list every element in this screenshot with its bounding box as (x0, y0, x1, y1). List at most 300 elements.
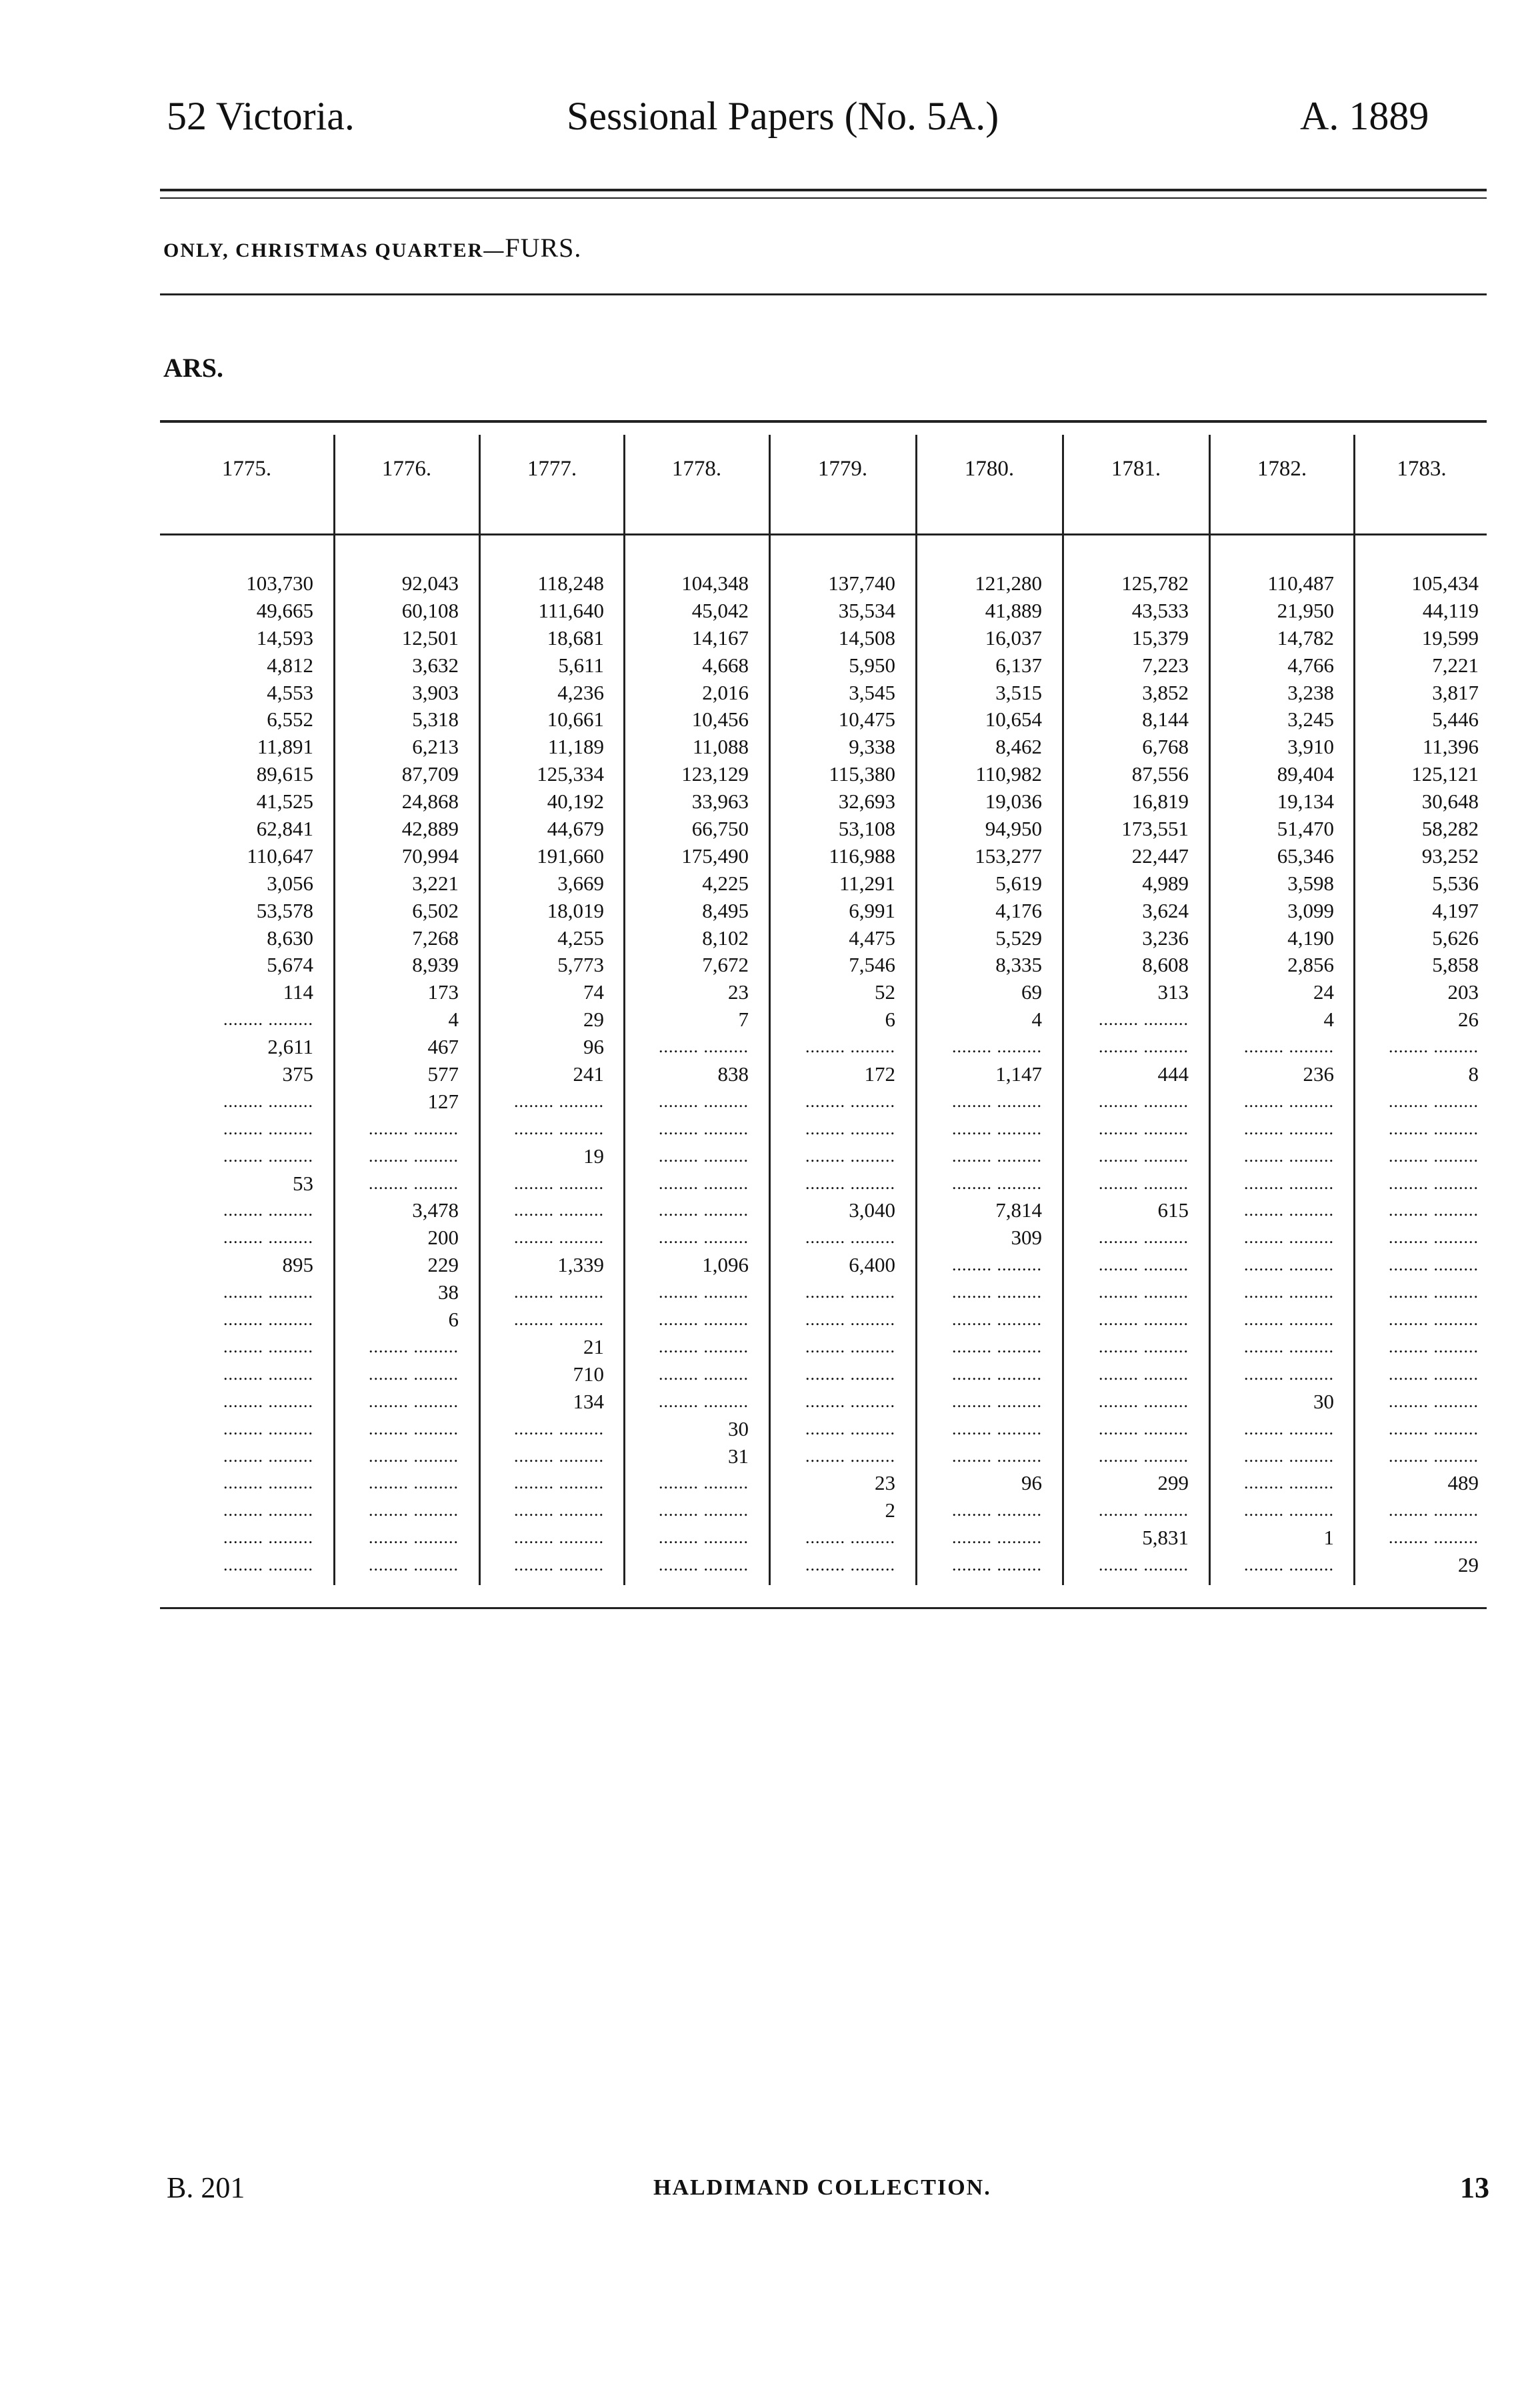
table-cell-leader-dots: ........ ......... (369, 1446, 459, 1466)
table-cell-leader-dots: ........ ......... (1099, 1336, 1189, 1356)
table-cell: 489 (1447, 1471, 1479, 1495)
table-cell-leader-dots: ........ ......... (514, 1173, 604, 1193)
table-cell-leader-dots: ........ ......... (369, 1118, 459, 1138)
table-cell-leader-dots: ........ ......... (223, 1500, 313, 1520)
table-cell: 137,740 (828, 571, 895, 595)
table-cell: 29 (583, 1008, 604, 1032)
data-column-1776 (339, 570, 459, 1579)
table-cell: 6,213 (412, 735, 459, 759)
table-cell-leader-dots: ........ ......... (659, 1500, 749, 1520)
table-cell: 125,334 (537, 762, 604, 786)
table-cell: 229 (427, 1253, 459, 1277)
table-cell-leader-dots: ........ ......... (223, 1118, 313, 1138)
table-cell-leader-dots: ........ ......... (952, 1418, 1042, 1438)
table-cell: 114 (283, 980, 313, 1004)
header-session: 52 Victoria. (167, 94, 355, 138)
table-cell-leader-dots: ........ ......... (1244, 1473, 1334, 1493)
table-cell: 2,611 (267, 1035, 313, 1059)
data-column-1783 (1359, 570, 1479, 1579)
table-cell: 26 (1458, 1008, 1479, 1032)
table-cell: 41,525 (256, 790, 313, 814)
table-cell: 375 (282, 1062, 313, 1086)
table-cell: 21 (583, 1334, 604, 1358)
table-cell: 5,950 (849, 653, 895, 677)
table-cell: 5,858 (1432, 953, 1479, 977)
table-cell: 51,470 (1277, 817, 1334, 841)
table-cell-leader-dots: ........ ......... (952, 1336, 1042, 1356)
table-cell: 14,782 (1277, 626, 1334, 650)
table-cell: 3,598 (1287, 871, 1334, 895)
table-cell: 3,632 (412, 653, 459, 677)
table-cell: 7,814 (995, 1198, 1042, 1222)
table-cell: 49,665 (256, 598, 313, 622)
table-cell-leader-dots: ........ ......... (1244, 1037, 1334, 1057)
table-cell: 33,963 (691, 790, 749, 814)
table-cell-leader-dots: ........ ......... (369, 1146, 459, 1166)
table-cell: 58,282 (1421, 817, 1479, 841)
table-cell-leader-dots: ........ ......... (1389, 1500, 1479, 1520)
table-cell-leader-dots: ........ ......... (805, 1037, 895, 1057)
data-column-1778 (629, 570, 749, 1579)
table-cell-leader-dots: ........ ......... (1099, 1391, 1189, 1411)
table-cell: 577 (427, 1062, 459, 1086)
table-cell: 87,709 (401, 762, 459, 786)
table-cell-leader-dots: ........ ......... (223, 1336, 313, 1356)
table-cell: 15,379 (1131, 626, 1189, 650)
table-cell-leader-dots: ........ ......... (952, 1555, 1042, 1575)
table-cell: 2,016 (702, 680, 749, 704)
table-cell: 8,939 (412, 953, 459, 977)
table-cell-leader-dots: ........ ......... (805, 1310, 895, 1330)
table-cell-leader-dots: ........ ......... (1389, 1282, 1479, 1302)
table-cell: 110,487 (1267, 571, 1334, 595)
header-rule-top (160, 189, 1487, 191)
table-cell-leader-dots: ........ ......... (805, 1446, 895, 1466)
table-cell: 16,037 (985, 626, 1042, 650)
table-cell-leader-dots: ........ ......... (1244, 1500, 1334, 1520)
table-cell: 94,950 (985, 817, 1042, 841)
table-cell: 7 (738, 1008, 749, 1032)
table-cell: 10,654 (985, 708, 1042, 732)
table-cell-leader-dots: ........ ......... (514, 1118, 604, 1138)
table-cell-leader-dots: ........ ......... (1099, 1173, 1189, 1193)
table-cell: 5,626 (1432, 926, 1479, 950)
table-cell: 21,950 (1277, 598, 1334, 622)
table-cell-leader-dots: ........ ......... (1389, 1200, 1479, 1220)
table-cell: 7,223 (1142, 653, 1189, 677)
table-cell: 3,236 (1142, 926, 1189, 950)
data-column-1779 (774, 570, 895, 1579)
table-cell-leader-dots: ........ ......... (659, 1037, 749, 1057)
table-top-rule (160, 420, 1487, 423)
table-cell: 3,817 (1432, 680, 1479, 704)
table-cell-leader-dots: ........ ......... (805, 1391, 895, 1411)
table-cell: 125,121 (1411, 762, 1479, 786)
table-cell-leader-dots: ........ ......... (223, 1091, 313, 1111)
table-cell: 111,640 (538, 598, 604, 622)
table-cell: 444 (1157, 1062, 1189, 1086)
table-cell: 14,593 (256, 626, 313, 650)
table-cell: 4,176 (995, 898, 1042, 922)
table-cell-leader-dots: ........ ......... (223, 1391, 313, 1411)
table-cell-leader-dots: ........ ......... (369, 1364, 459, 1384)
table-cell: 118,248 (537, 571, 604, 595)
table-cell: 23 (875, 1471, 895, 1495)
table-cell: 3,238 (1287, 680, 1334, 704)
table-cell-leader-dots: ........ ......... (659, 1228, 749, 1248)
table-cell: 175,490 (681, 844, 749, 868)
table-cell: 3,669 (557, 871, 604, 895)
column-divider (623, 435, 625, 1585)
table-cell: 5,446 (1432, 708, 1479, 732)
table-cell: 18,019 (547, 898, 604, 922)
table-cell: 6,552 (267, 708, 313, 732)
table-cell-leader-dots: ........ ......... (1244, 1118, 1334, 1138)
table-cell: 53 (293, 1171, 313, 1195)
table-cell: 173 (427, 980, 459, 1004)
table-cell: 2,856 (1287, 953, 1334, 977)
table-cell: 5,619 (995, 871, 1042, 895)
table-cell: 24,868 (401, 790, 459, 814)
table-cell: 53,108 (838, 817, 895, 841)
table-cell-leader-dots: ........ ......... (659, 1091, 749, 1111)
table-cell: 89,615 (256, 762, 313, 786)
column-divider (769, 435, 771, 1585)
table-cell-leader-dots: ........ ......... (223, 1418, 313, 1438)
table-cell-leader-dots: ........ ......... (805, 1528, 895, 1548)
table-cell-leader-dots: ........ ......... (223, 1228, 313, 1248)
table-cell-leader-dots: ........ ......... (1389, 1091, 1479, 1111)
table-cell: 11,088 (692, 735, 749, 759)
table-cell-leader-dots: ........ ......... (1389, 1255, 1479, 1275)
table-cell: 24 (1313, 980, 1334, 1004)
table-cell-leader-dots: ........ ......... (514, 1228, 604, 1248)
table-cell-leader-dots: ........ ......... (1099, 1255, 1189, 1275)
table-cell-leader-dots: ........ ......... (514, 1200, 604, 1220)
table-cell-leader-dots: ........ ......... (1099, 1446, 1189, 1466)
table-cell-leader-dots: ........ ......... (1099, 1037, 1189, 1057)
table-cell-leader-dots: ........ ......... (659, 1146, 749, 1166)
table-cell: 19,036 (985, 790, 1042, 814)
table-cell-leader-dots: ........ ......... (1099, 1228, 1189, 1248)
table-cell: 299 (1157, 1471, 1189, 1495)
table-cell: 14,508 (838, 626, 895, 650)
table-cell: 200 (427, 1226, 459, 1250)
table-cell: 44,679 (547, 817, 604, 841)
table-cell: 172 (864, 1062, 895, 1086)
table-cell-leader-dots: ........ ......... (514, 1500, 604, 1520)
table-cell-leader-dots: ........ ......... (223, 1200, 313, 1220)
table-cell-leader-dots: ........ ......... (223, 1446, 313, 1466)
table-cell: 123,129 (681, 762, 749, 786)
table-cell: 8,495 (702, 898, 749, 922)
column-header-1778: 1778. (671, 457, 722, 481)
table-cell: 4,197 (1432, 898, 1479, 922)
table-cell-leader-dots: ........ ......... (952, 1255, 1042, 1275)
table-cell-leader-dots: ........ ......... (514, 1310, 604, 1330)
table-cell-leader-dots: ........ ......... (1389, 1037, 1479, 1057)
table-cell-leader-dots: ........ ......... (805, 1228, 895, 1248)
table-cell-leader-dots: ........ ......... (952, 1528, 1042, 1548)
table-cell: 3,903 (412, 680, 459, 704)
table-cell: 23 (728, 980, 749, 1004)
table-cell: 7,221 (1432, 653, 1479, 677)
table-cell-leader-dots: ........ ......... (1099, 1010, 1189, 1030)
table-cell: 30 (1313, 1389, 1334, 1413)
table-cell-leader-dots: ........ ......... (805, 1091, 895, 1111)
table-cell-leader-dots: ........ ......... (369, 1555, 459, 1575)
table-cell: 9,338 (849, 735, 895, 759)
column-header-1781: 1781. (1111, 457, 1161, 481)
table-cell-leader-dots: ........ ......... (223, 1282, 313, 1302)
table-cell: 1,096 (702, 1253, 749, 1277)
table-cell: 105,434 (1411, 571, 1479, 595)
table-cell: 11,396 (1422, 735, 1479, 759)
table-cell-leader-dots: ........ ......... (1389, 1310, 1479, 1330)
table-cell-leader-dots: ........ ......... (1099, 1146, 1189, 1166)
column-header-1782: 1782. (1257, 457, 1307, 481)
table-cell: 7,546 (849, 953, 895, 977)
table-cell-leader-dots: ........ ......... (1389, 1391, 1479, 1411)
table-cell-leader-dots: ........ ......... (952, 1500, 1042, 1520)
table-cell-leader-dots: ........ ......... (1244, 1146, 1334, 1166)
table-cell: 8,144 (1142, 708, 1189, 732)
table-cell: 4,553 (267, 680, 313, 704)
footer-reference: B. 201 (167, 2171, 245, 2204)
table-cell: 615 (1157, 1198, 1189, 1222)
table-cell: 1,147 (995, 1062, 1042, 1086)
table-cell: 191,660 (537, 844, 604, 868)
table-cell-leader-dots: ........ ......... (1099, 1500, 1189, 1520)
table-cell: 6,502 (412, 898, 459, 922)
section-label: ARS. (163, 353, 224, 383)
table-cell-leader-dots: ........ ......... (1389, 1146, 1479, 1166)
table-cell-leader-dots: ........ ......... (805, 1336, 895, 1356)
column-divider (1062, 435, 1064, 1585)
table-cell: 45,042 (691, 598, 749, 622)
column-header-1776: 1776. (381, 457, 432, 481)
table-cell-leader-dots: ........ ......... (805, 1173, 895, 1193)
table-cell-leader-dots: ........ ......... (223, 1146, 313, 1166)
table-cell: 53,578 (256, 898, 313, 922)
table-cell: 74 (583, 980, 604, 1004)
table-cell: 116,988 (829, 844, 895, 868)
table-cell: 10,475 (838, 708, 895, 732)
table-cell-leader-dots: ........ ......... (659, 1310, 749, 1330)
table-cell-leader-dots: ........ ......... (952, 1282, 1042, 1302)
table-cell: 710 (573, 1362, 604, 1386)
table-cell-leader-dots: ........ ......... (514, 1282, 604, 1302)
table-cell: 4,475 (849, 926, 895, 950)
table-cell-leader-dots: ........ ......... (1389, 1118, 1479, 1138)
table-cell-leader-dots: ........ ......... (1244, 1446, 1334, 1466)
table-cell-leader-dots: ........ ......... (223, 1364, 313, 1384)
table-cell-leader-dots: ........ ......... (514, 1446, 604, 1466)
column-divider (1209, 435, 1211, 1585)
table-cell: 8,630 (267, 926, 313, 950)
table-cell: 11,189 (547, 735, 604, 759)
table-cell-leader-dots: ........ ......... (1244, 1418, 1334, 1438)
table-cell-leader-dots: ........ ......... (952, 1173, 1042, 1193)
subtitle-prefix: ONLY, CHRISTMAS QUARTER— (163, 239, 505, 261)
table-cell-leader-dots: ........ ......... (1389, 1173, 1479, 1193)
table-cell: 3,099 (1287, 898, 1334, 922)
table-cell: 467 (427, 1035, 459, 1059)
table-cell: 31 (728, 1444, 749, 1468)
table-cell: 5,318 (412, 708, 459, 732)
table-cell: 3,221 (412, 871, 459, 895)
table-cell: 6 (448, 1308, 459, 1332)
table-cell-leader-dots: ........ ......... (659, 1528, 749, 1548)
table-cell: 5,773 (557, 953, 604, 977)
table-cell: 125,782 (1121, 571, 1189, 595)
footer-collection: HALDIMAND COLLECTION. (653, 2175, 991, 2200)
table-cell-leader-dots: ........ ......... (1099, 1282, 1189, 1302)
table-cell: 4,255 (557, 926, 604, 950)
table-cell-leader-dots: ........ ......... (1099, 1310, 1189, 1330)
table-cell: 134 (573, 1389, 604, 1413)
table-cell: 115,380 (829, 762, 895, 786)
table-cell: 19,599 (1421, 626, 1479, 650)
table-cell-leader-dots: ........ ......... (369, 1418, 459, 1438)
table-cell-leader-dots: ........ ......... (659, 1555, 749, 1575)
table-cell-leader-dots: ........ ......... (1244, 1255, 1334, 1275)
table-cell: 5,536 (1432, 871, 1479, 895)
table-cell-leader-dots: ........ ......... (1099, 1364, 1189, 1384)
table-cell: 96 (1021, 1471, 1042, 1495)
table-cell: 3,056 (267, 871, 313, 895)
subtitle (163, 232, 581, 263)
table-cell: 11,891 (257, 735, 313, 759)
table-cell-leader-dots: ........ ......... (952, 1391, 1042, 1411)
table-cell-leader-dots: ........ ......... (952, 1146, 1042, 1166)
table-cell: 62,841 (256, 817, 313, 841)
table-cell: 19,134 (1277, 790, 1334, 814)
table-cell-leader-dots: ........ ......... (805, 1282, 895, 1302)
table-cell: 2 (885, 1498, 895, 1522)
table-cell-leader-dots: ........ ......... (952, 1091, 1042, 1111)
column-header-1780: 1780. (964, 457, 1015, 481)
table-cell: 127 (427, 1089, 459, 1113)
table-cell: 4,190 (1287, 926, 1334, 950)
table-cell-leader-dots: ........ ......... (1389, 1446, 1479, 1466)
table-cell-leader-dots: ........ ......... (659, 1282, 749, 1302)
table-cell-leader-dots: ........ ......... (514, 1528, 604, 1548)
table-cell: 66,750 (691, 817, 749, 841)
table-cell-leader-dots: ........ ......... (223, 1310, 313, 1330)
table-cell: 5,831 (1142, 1526, 1189, 1550)
table-cell: 203 (1447, 980, 1479, 1004)
data-column-1782 (1214, 570, 1334, 1579)
table-cell-leader-dots: ........ ......... (659, 1364, 749, 1384)
table-cell: 6,400 (849, 1253, 895, 1277)
table-cell-leader-dots: ........ ......... (1244, 1282, 1334, 1302)
table-cell-leader-dots: ........ ......... (659, 1118, 749, 1138)
table-cell: 4,989 (1142, 871, 1189, 895)
table-cell-leader-dots: ........ ......... (1389, 1418, 1479, 1438)
table-cell-leader-dots: ........ ......... (1244, 1228, 1334, 1248)
table-cell: 14,167 (691, 626, 749, 650)
column-header-1777: 1777. (527, 457, 577, 481)
table-cell: 96 (583, 1035, 604, 1059)
table-cell-leader-dots: ........ ......... (514, 1091, 604, 1111)
table-cell: 8,102 (702, 926, 749, 950)
table-cell: 7,268 (412, 926, 459, 950)
table-cell: 4 (1323, 1008, 1334, 1032)
table-cell: 4,225 (702, 871, 749, 895)
table-cell-leader-dots: ........ ......... (1244, 1091, 1334, 1111)
table-cell: 30 (728, 1416, 749, 1440)
table-cell-leader-dots: ........ ......... (514, 1473, 604, 1493)
table-cell-leader-dots: ........ ......... (659, 1336, 749, 1356)
table-cell: 3,545 (849, 680, 895, 704)
table-bottom-rule (160, 1607, 1487, 1609)
header-year: A. 1889 (1300, 94, 1429, 138)
table-cell: 87,556 (1131, 762, 1189, 786)
data-column-1781 (1067, 570, 1189, 1579)
table-cell-leader-dots: ........ ......... (805, 1418, 895, 1438)
table-cell: 7,672 (702, 953, 749, 977)
table-cell-leader-dots: ........ ......... (805, 1146, 895, 1166)
table-cell: 22,447 (1131, 844, 1189, 868)
table-cell-leader-dots: ........ ......... (659, 1173, 749, 1193)
table-cell: 3,245 (1287, 708, 1334, 732)
table-cell: 5,611 (558, 653, 604, 677)
table-cell-leader-dots: ........ ......... (369, 1391, 459, 1411)
table-cell: 110,647 (247, 844, 313, 868)
table-cell-leader-dots: ........ ......... (514, 1418, 604, 1438)
table-cell: 8,462 (995, 735, 1042, 759)
table-cell: 8,335 (995, 953, 1042, 977)
table-cell: 103,730 (246, 571, 313, 595)
table-cell: 3,852 (1142, 680, 1189, 704)
table-cell: 236 (1303, 1062, 1334, 1086)
table-cell: 313 (1157, 980, 1189, 1004)
table-cell: 65,346 (1277, 844, 1334, 868)
column-header-1779: 1779. (817, 457, 868, 481)
table-cell: 19 (583, 1144, 604, 1168)
table-cell: 4,668 (702, 653, 749, 677)
table-cell-leader-dots: ........ ......... (659, 1200, 749, 1220)
table-cell: 4,236 (557, 680, 604, 704)
table-cell-leader-dots: ........ ......... (369, 1473, 459, 1493)
table-cell: 895 (282, 1253, 313, 1277)
table-cell-leader-dots: ........ ......... (1099, 1118, 1189, 1138)
table-cell-leader-dots: ........ ......... (369, 1173, 459, 1193)
table-cell: 69 (1021, 980, 1042, 1004)
table-cell-leader-dots: ........ ......... (1244, 1310, 1334, 1330)
table-cell: 43,533 (1131, 598, 1189, 622)
table-cell: 11,291 (839, 871, 895, 895)
table-cell: 52 (875, 980, 895, 1004)
table-cell: 92,043 (401, 571, 459, 595)
table-cell-leader-dots: ........ ......... (369, 1528, 459, 1548)
table-cell: 70,994 (401, 844, 459, 868)
table-cell: 6 (885, 1008, 895, 1032)
table-cell: 6,991 (849, 898, 895, 922)
table-cell: 4 (448, 1008, 459, 1032)
table-cell-leader-dots: ........ ......... (1389, 1364, 1479, 1384)
table-cell: 3,478 (412, 1198, 459, 1222)
table-cell: 6,768 (1142, 735, 1189, 759)
table-cell-leader-dots: ........ ......... (1099, 1418, 1189, 1438)
table-cell: 10,661 (547, 708, 604, 732)
column-header-1783: 1783. (1397, 457, 1447, 481)
table-cell-leader-dots: ........ ......... (514, 1555, 604, 1575)
table-cell: 12,501 (401, 626, 459, 650)
table-cell: 121,280 (975, 571, 1042, 595)
table-cell-leader-dots: ........ ......... (1244, 1173, 1334, 1193)
